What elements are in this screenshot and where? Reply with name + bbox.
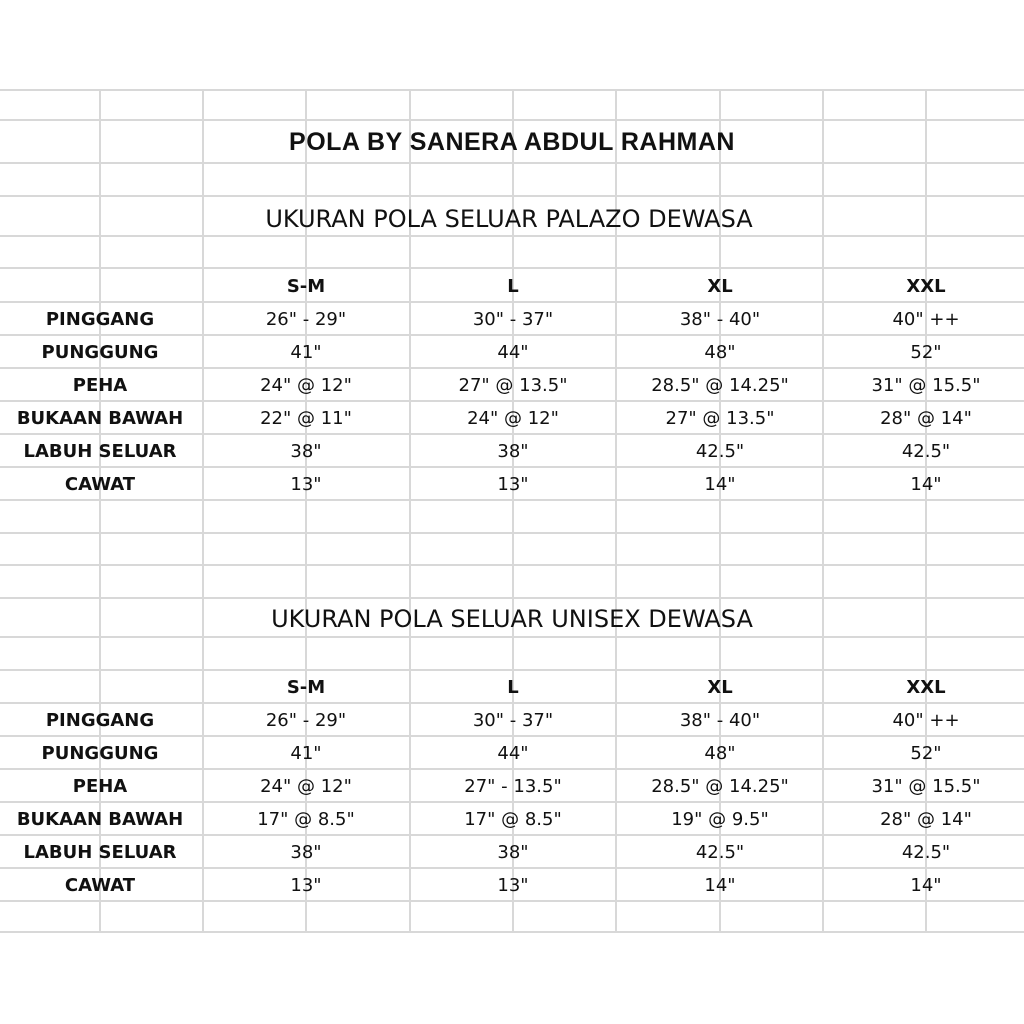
column-header: XXL [906, 677, 946, 698]
measurement-cell: 26" - 29" [265, 309, 347, 330]
row-label: CAWAT [64, 474, 136, 495]
measurement-cell: 14" [704, 474, 736, 495]
measurement-cell: 26" - 29" [265, 710, 347, 731]
measurement-cell: 38" [497, 842, 529, 863]
page-title: POLA BY SANERA ABDUL RAHMAN [289, 128, 735, 156]
row-label: BUKAAN BAWAH [16, 809, 184, 830]
measurement-cell: 38" [290, 441, 322, 462]
measurement-cell: 48" [704, 342, 736, 363]
column-header: S-M [286, 276, 326, 297]
row-label: PUNGGUNG [41, 743, 159, 764]
measurement-cell: 27" - 13.5" [464, 776, 562, 797]
measurement-cell: 13" [497, 474, 529, 495]
measurement-cell: 27" @ 13.5" [665, 408, 775, 429]
measurement-cell: 40" ++ [892, 710, 960, 731]
row-label: PINGGANG [45, 710, 155, 731]
row-label: LABUH SELUAR [23, 842, 177, 863]
section-heading-unisex: UKURAN POLA SELUAR UNISEX DEWASA [271, 605, 753, 633]
measurement-cell: 38" - 40" [679, 309, 761, 330]
column-header: L [507, 276, 519, 297]
measurement-cell: 30" - 37" [472, 710, 554, 731]
measurement-cell: 38" - 40" [679, 710, 761, 731]
measurement-cell: 52" [910, 743, 942, 764]
measurement-cell: 42.5" [901, 842, 951, 863]
measurement-cell: 14" [704, 875, 736, 896]
column-header: XL [707, 677, 733, 698]
measurement-cell: 44" [497, 342, 529, 363]
measurement-cell: 31" @ 15.5" [871, 776, 981, 797]
column-header: S-M [286, 677, 326, 698]
measurement-cell: 44" [497, 743, 529, 764]
column-header: L [507, 677, 519, 698]
measurement-cell: 24" @ 12" [260, 776, 352, 797]
row-label: PEHA [72, 375, 128, 396]
measurement-cell: 28" @ 14" [880, 408, 972, 429]
measurement-cell: 19" @ 9.5" [671, 809, 769, 830]
measurement-cell: 42.5" [901, 441, 951, 462]
row-label: PUNGGUNG [41, 342, 159, 363]
measurement-cell: 40" ++ [892, 309, 960, 330]
measurement-cell: 38" [497, 441, 529, 462]
measurement-cell: 17" @ 8.5" [464, 809, 562, 830]
measurement-cell: 13" [290, 875, 322, 896]
column-header: XXL [906, 276, 946, 297]
measurement-cell: 48" [704, 743, 736, 764]
measurement-cell: 38" [290, 842, 322, 863]
row-label: PEHA [72, 776, 128, 797]
measurement-cell: 28.5" @ 14.25" [651, 375, 789, 396]
measurement-cell: 14" [910, 474, 942, 495]
measurement-cell: 30" - 37" [472, 309, 554, 330]
measurement-cell: 42.5" [695, 441, 745, 462]
measurement-cell: 41" [290, 342, 322, 363]
row-label: PINGGANG [45, 309, 155, 330]
measurement-cell: 24" @ 12" [467, 408, 559, 429]
measurement-cell: 14" [910, 875, 942, 896]
row-label: BUKAAN BAWAH [16, 408, 184, 429]
measurement-cell: 13" [497, 875, 529, 896]
measurement-cell: 31" @ 15.5" [871, 375, 981, 396]
column-header: XL [707, 276, 733, 297]
measurement-cell: 22" @ 11" [260, 408, 352, 429]
measurement-cell: 52" [910, 342, 942, 363]
measurement-cell: 13" [290, 474, 322, 495]
measurement-cell: 42.5" [695, 842, 745, 863]
measurement-cell: 28" @ 14" [880, 809, 972, 830]
row-label: LABUH SELUAR [23, 441, 177, 462]
measurement-cell: 41" [290, 743, 322, 764]
row-label: CAWAT [64, 875, 136, 896]
measurement-cell: 24" @ 12" [260, 375, 352, 396]
measurement-cell: 28.5" @ 14.25" [651, 776, 789, 797]
measurement-cell: 17" @ 8.5" [257, 809, 355, 830]
section-heading-palazo: UKURAN POLA SELUAR PALAZO DEWASA [265, 205, 753, 233]
measurement-cell: 27" @ 13.5" [458, 375, 568, 396]
